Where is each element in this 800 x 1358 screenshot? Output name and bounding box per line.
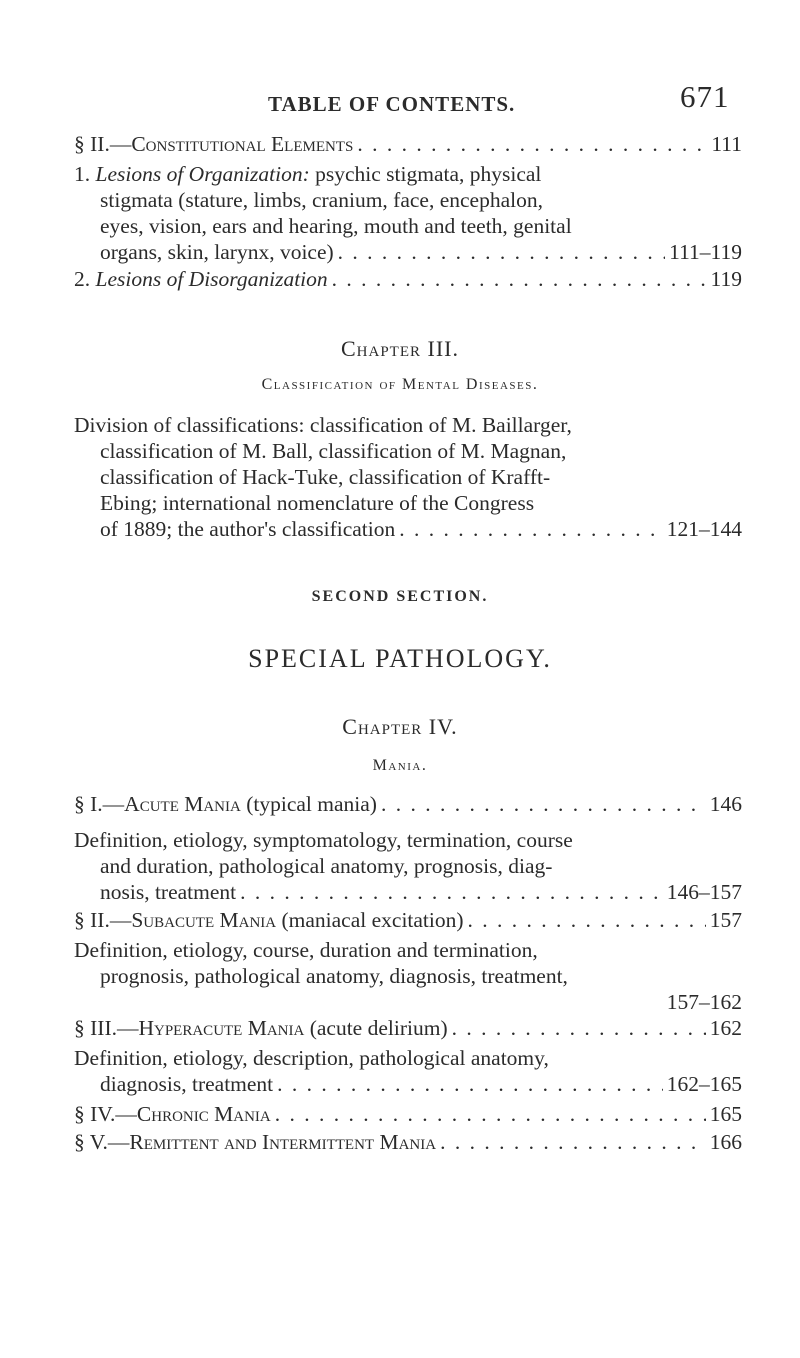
chapter-3-subtitle: Classification of Mental Diseases. bbox=[261, 376, 539, 393]
toc-entry-classifications: Division of classifications: classification of M. Baillarger, classification of M. Ball, classification of M. Magnan, classification of Hack-Tuke, classification of Krafft- Ebing; international nomenclature of the Congress of 1889; the author's classification . . . 121–144 bbox=[74, 412, 742, 542]
toc-entry-lesions-of-organization: 1. Lesions of Organization: psychic stigmata, physical stigmata (stature, limbs, cranium, face, encephalon, eyes, vision, ears and hearing, mouth and teeth, genital organs, skin, larynx, voice) . . . 111–119 bbox=[74, 161, 742, 265]
dot-leader bbox=[338, 239, 665, 265]
page-ref: 121–144 bbox=[666, 517, 742, 541]
dot-leader bbox=[240, 879, 663, 905]
page-ref: 165 bbox=[709, 1102, 742, 1126]
toc-entry-hyperacute-mania: § III.—Hyperacute Mania (acute delirium) . . . 162 bbox=[74, 1015, 742, 1041]
page-ref: 157–162 bbox=[666, 990, 742, 1014]
page-ref: 119 bbox=[710, 267, 742, 291]
toc-entry-subacute-mania-detail: Definition, etiology, course, duration and termination, prognosis, pathological anatomy, diagnosis, treatment, 157–162 bbox=[74, 938, 742, 1014]
page-ref: 146–157 bbox=[666, 880, 742, 904]
toc-entry-chronic-mania: § IV.—Chronic Mania . . . 165 bbox=[74, 1101, 742, 1127]
page-ref: 146 bbox=[709, 792, 742, 816]
page-ref: 157 bbox=[709, 908, 742, 932]
toc-entry-acute-mania-detail: Definition, etiology, symptomatology, termination, course and duration, pathological anatomy, prognosis, diag- nosis, treatment . . . 146–157 bbox=[74, 827, 742, 905]
dot-leader bbox=[399, 516, 663, 542]
chapter-4-title: Chapter IV. bbox=[342, 714, 458, 739]
toc-entry-constitutional-elements: § II.—Constitutional Elements . . . 111 bbox=[74, 131, 742, 157]
chapter-3-title: Chapter III. bbox=[341, 336, 459, 361]
page-ref: 111 bbox=[711, 132, 742, 156]
toc-entry-acute-mania: § I.—Acute Mania (typical mania) . . . 146 bbox=[74, 791, 742, 817]
dot-leader bbox=[275, 1101, 706, 1127]
dot-leader bbox=[452, 1015, 706, 1041]
dot-leader bbox=[468, 907, 706, 933]
toc-entry-remittent-intermittent-mania: § V.—Remittent and Intermittent Mania . . . 166 bbox=[74, 1129, 742, 1155]
dot-leader bbox=[440, 1129, 706, 1155]
dot-leader bbox=[277, 1071, 663, 1097]
toc-entry-hyperacute-mania-detail: Definition, etiology, description, pathological anatomy, diagnosis, treatment . . . 162–165 bbox=[74, 1045, 742, 1097]
page-ref: 162 bbox=[709, 1016, 742, 1040]
toc-entry-subacute-mania: § II.—Subacute Mania (maniacal excitation) . . . 157 bbox=[74, 907, 742, 933]
dot-leader bbox=[357, 131, 707, 157]
toc-entry-lesions-of-disorganization: 2. Lesions of Disorganization . . . 119 bbox=[74, 266, 742, 292]
section-title: SPECIAL PATHOLOGY. bbox=[248, 644, 552, 673]
dot-leader bbox=[381, 791, 706, 817]
dot-leader bbox=[332, 266, 707, 292]
running-title: TABLE OF CONTENTS. bbox=[268, 92, 516, 116]
page-number: 671 bbox=[680, 79, 730, 114]
section-label: SECOND SECTION. bbox=[311, 588, 489, 605]
page-ref: 111–119 bbox=[669, 240, 742, 264]
page-ref: 162–165 bbox=[666, 1072, 742, 1096]
page-ref: 166 bbox=[709, 1130, 742, 1154]
chapter-4-subtitle: Mania. bbox=[372, 757, 428, 774]
